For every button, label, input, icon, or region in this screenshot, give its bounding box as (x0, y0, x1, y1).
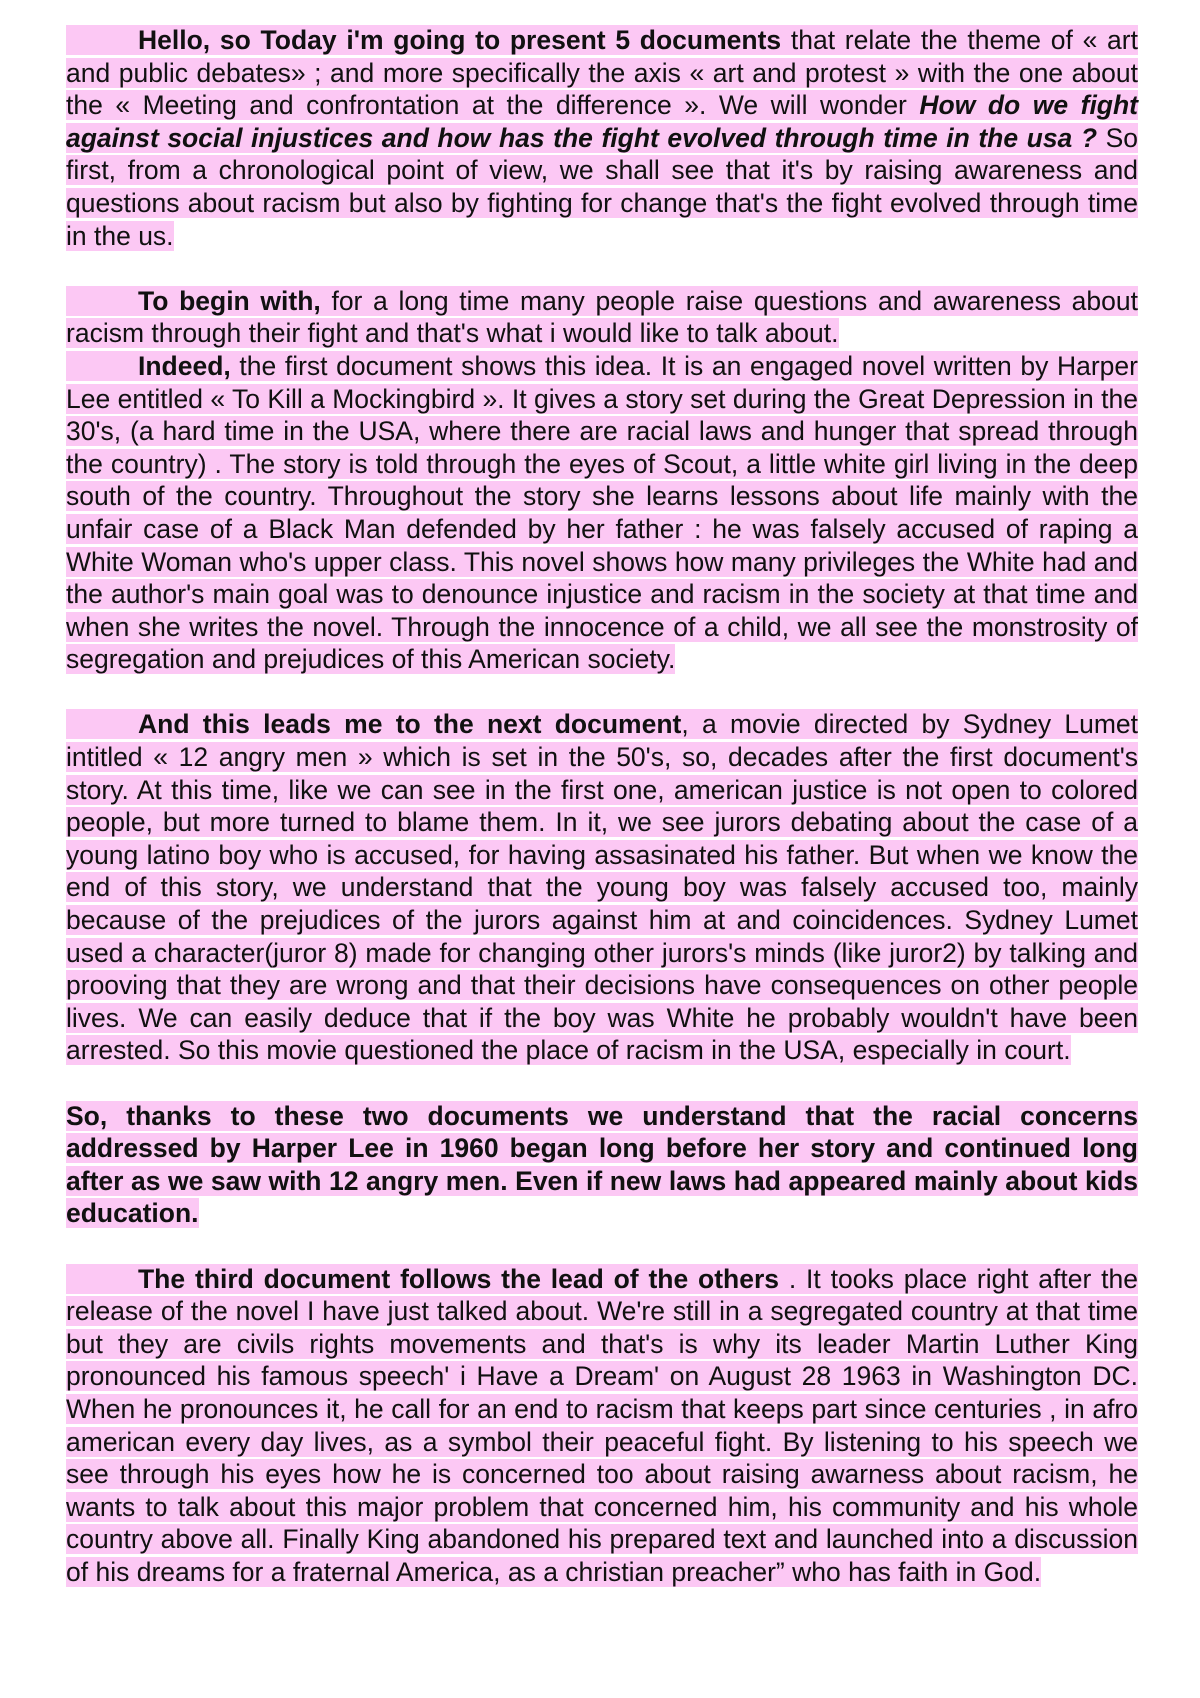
paragraph-gap (66, 676, 1138, 709)
intro-text-a: that relate the theme of « art and public debates» ; and more specifically the axis « art and protest » with the one about the « Meeting and confrontation at the difference ». We will wonder (66, 25, 1138, 121)
paragraph-transition (66, 1100, 1138, 1230)
second-doc-lead: And this leads me to the next document (138, 709, 682, 740)
third-doc-lead: The third document follows the lead of the others (138, 1263, 780, 1294)
paragraph-gap (66, 1230, 1138, 1263)
first-doc-text: the first document shows this idea. It is an engaged novel written by Harper Lee entitled « To Kill a Mockingbird ». It gives a story set during the Great Depression in the 30's, (a hard time in the USA, where there are racial laws and hunger that spread through the country) . The story is told through the eyes of Scout, a little white girl living in the deep south of the country. Throughout the story she learns lessons about life mainly with the unfair case of a Black Man defended by her father : he was falsely accused of raping a White Woman who's upper class. This novel shows how many privileges the White had and the author's main goal was to denounce injustice and racism in the society at that time and when she writes the novel. Through the innocence of a child, we all see the monstrosity of segregation and prejudices of this American society. (66, 350, 1138, 675)
problem-question: How do we fight against social injustices and how has the fight evolved through time in the usa ? (66, 90, 1139, 153)
second-doc-text: , a movie directed by Sydney Lumet intitled « 12 angry men » which is set in the 50's, so, decades after the first document's story. At this time, like we can see in the first one, american justice is not open to colored people, but more turned to blame them. In it, we see jurors debating about the case of a young latino boy who is accused, for having assasinated his father. But when we know the end of this story, we understand that the young boy was falsely accused too, mainly because of the prejudices of the jurors against him at and coincidences. Sydney Lumet used a character(juror 8) made for changing other jurors's minds (like juror2) by talking and prooving that they are wrong and that their decisions have consequences on other people lives. We can easily deduce that if the boy was White he probably wouldn't have been arrested. So this movie questioned the place of racism in the USA, especially in court. (66, 709, 1138, 1066)
transition-text: So, thanks to these two documents we understand that the racial concerns addressed by Harper Lee in 1960 began long before her story and continued long after as we saw with 12 angry men. Even if new laws had appeared mainly about kids education. (66, 1100, 1138, 1229)
paragraph-gap (66, 252, 1138, 285)
begin-lead: To begin with, (138, 285, 321, 316)
third-doc-text: . It tooks place right after the release of the novel I have just talked about. We're still in a segregated country at that time but they are civils rights movements and that's is why its leader Martin Luther King pronounced his famous speech' i Have a Dream' on August 28 1963 in Washington DC. When he pronounces it, he call for an end to racism that keeps part since centuries , in afro american every day lives, as a symbol their peaceful fight. By listening to his speech we see through his eyes how he is concerned too about raising awarness about racism, he wants to talk about this major problem that concerned him, his community and his whole country above all. Finally King abandoned his prepared text and launched into a discussion of his dreams for a fraternal America, as a christian preacher” who has faith in God. (66, 1263, 1138, 1587)
paragraph-introduction (66, 24, 1138, 252)
intro-text-b: So first, from a chronological point of view, we shall see that it's by raising awareness and questions about racism but also by fighting for change that's the fight evolved through time in the us. (66, 122, 1138, 251)
begin-text: for a long time many people raise questions and awareness about racism through their fight and that's what i would like to talk about. (66, 285, 1138, 349)
paragraph-second-document (66, 708, 1138, 1067)
first-doc-lead: Indeed, (138, 350, 231, 381)
paragraph-third-document (66, 1263, 1138, 1589)
paragraph-first-document (66, 350, 1138, 676)
intro-lead: Hello, so Today i'm going to present 5 documents (138, 25, 782, 55)
document-page (66, 24, 1138, 1589)
paragraph-begin (66, 285, 1138, 350)
paragraph-gap (66, 1067, 1138, 1100)
